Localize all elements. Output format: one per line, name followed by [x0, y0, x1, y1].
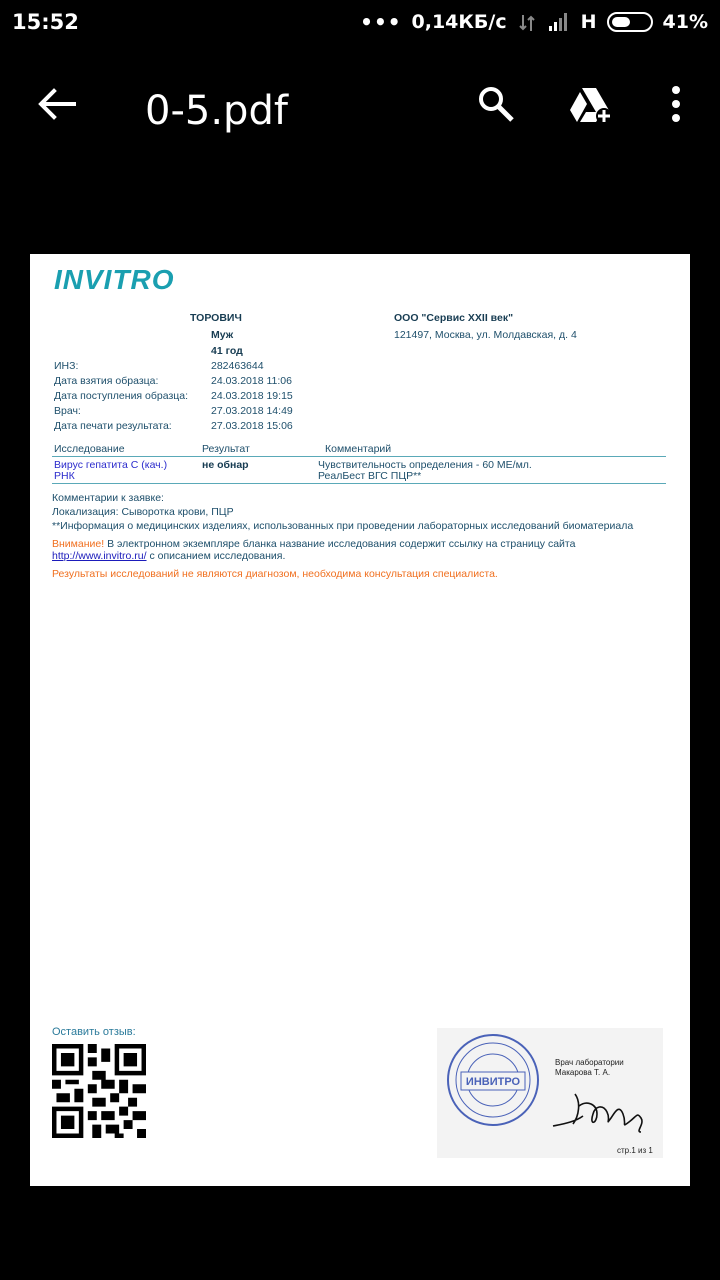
patient-age: 41 год: [211, 345, 243, 357]
notice: [52, 538, 575, 550]
back-button[interactable]: [34, 86, 78, 122]
lab-name: ООО "Сервис XXII век": [394, 312, 514, 324]
notification-dots: •••: [360, 10, 402, 34]
field-value: 24.03.2018 19:15: [211, 390, 293, 402]
test-result: не обнар: [202, 459, 249, 471]
invitro-link[interactable]: http://www.invitro.ru/: [52, 550, 147, 562]
test-comment-line1: Чувствительность определения - 60 МЕ/мл.: [318, 459, 532, 471]
disclaimer: Результаты исследований не являются диагнозом, необходима консультация специалиста.: [52, 568, 498, 580]
signature-block: [437, 1028, 663, 1158]
table-header-test: Исследование: [54, 443, 125, 455]
field-label: ИНЗ:: [54, 360, 79, 372]
doctor-signature: [549, 1082, 657, 1138]
invitro-logo: INVITRO: [54, 264, 175, 295]
app-toolbar: [0, 48, 720, 160]
battery-level: 41%: [662, 11, 708, 33]
search-button[interactable]: [476, 84, 516, 124]
network-speed: 0,14КБ/с: [411, 11, 507, 33]
field-label: Дата взятия образца:: [54, 375, 159, 387]
data-arrows-icon: [517, 13, 539, 31]
notice-text: с описанием исследования.: [146, 550, 286, 562]
more-options-button[interactable]: [666, 84, 686, 124]
doctor-name: Макарова Т. А.: [555, 1068, 611, 1077]
lab-stamp: [445, 1032, 541, 1128]
field-value: 27.03.2018 14:49: [211, 405, 293, 417]
status-bar: [0, 0, 720, 48]
status-time: 15:52: [12, 10, 79, 34]
lab-address: 121497, Москва, ул. Молдавская, д. 4: [394, 329, 577, 341]
field-label: Врач:: [54, 405, 81, 417]
field-value: 27.03.2018 15:06: [211, 420, 293, 432]
comments-line: Локализация: Сыворотка крови, ПЦР: [52, 506, 234, 518]
field-value: 282463644: [211, 360, 264, 372]
table-header-result: Результат: [202, 443, 250, 455]
field-value: 24.03.2018 11:06: [211, 375, 292, 387]
feedback-label: Оставить отзыв:: [52, 1026, 136, 1038]
svg-text:ИНВИТРО: ИНВИТРО: [465, 1076, 521, 1088]
battery-icon: [607, 12, 653, 32]
patient-name: ТОРОВИЧ: [190, 312, 242, 324]
test-name-line2[interactable]: РНК: [54, 470, 75, 482]
table-divider: [52, 456, 666, 457]
doctor-role: Врач лаборатории: [555, 1058, 624, 1067]
field-label: Дата печати результата:: [54, 420, 172, 432]
more-vertical-icon: [666, 84, 686, 124]
status-right: [360, 10, 708, 34]
qr-code[interactable]: [52, 1044, 146, 1138]
test-comment-line2: РеалБест ВГС ПЦР**: [318, 470, 422, 482]
comments-title: Комментарии к заявке:: [52, 492, 164, 504]
page-number: стр.1 из 1: [617, 1146, 653, 1155]
network-type: H: [580, 11, 597, 33]
search-icon: [476, 84, 516, 124]
comments-line: **Информация о медицинских изделиях, использованных при проведении лабораторных исследований биоматериала: [52, 520, 634, 532]
patient-sex: Муж: [211, 329, 234, 341]
table-divider: [52, 483, 666, 484]
field-label: Дата поступления образца:: [54, 390, 189, 402]
document-title: 0-5.pdf: [145, 88, 288, 134]
test-name-line1[interactable]: Вирус гепатита С (кач.): [54, 459, 168, 471]
arrow-left-icon: [34, 86, 78, 122]
notice-attention: Внимание!: [52, 538, 105, 550]
notice-text: В электронном экземпляре бланка название исследования содержит ссылку на страницу сайта: [104, 538, 576, 550]
notice-link-line: [52, 550, 285, 562]
google-drive-add-icon: [568, 86, 614, 126]
redacted-name: [50, 310, 170, 324]
table-header-comment: Комментарий: [325, 443, 392, 455]
signal-icon: [549, 13, 571, 31]
pdf-page[interactable]: [30, 254, 690, 1186]
add-to-drive-button[interactable]: [568, 86, 614, 126]
